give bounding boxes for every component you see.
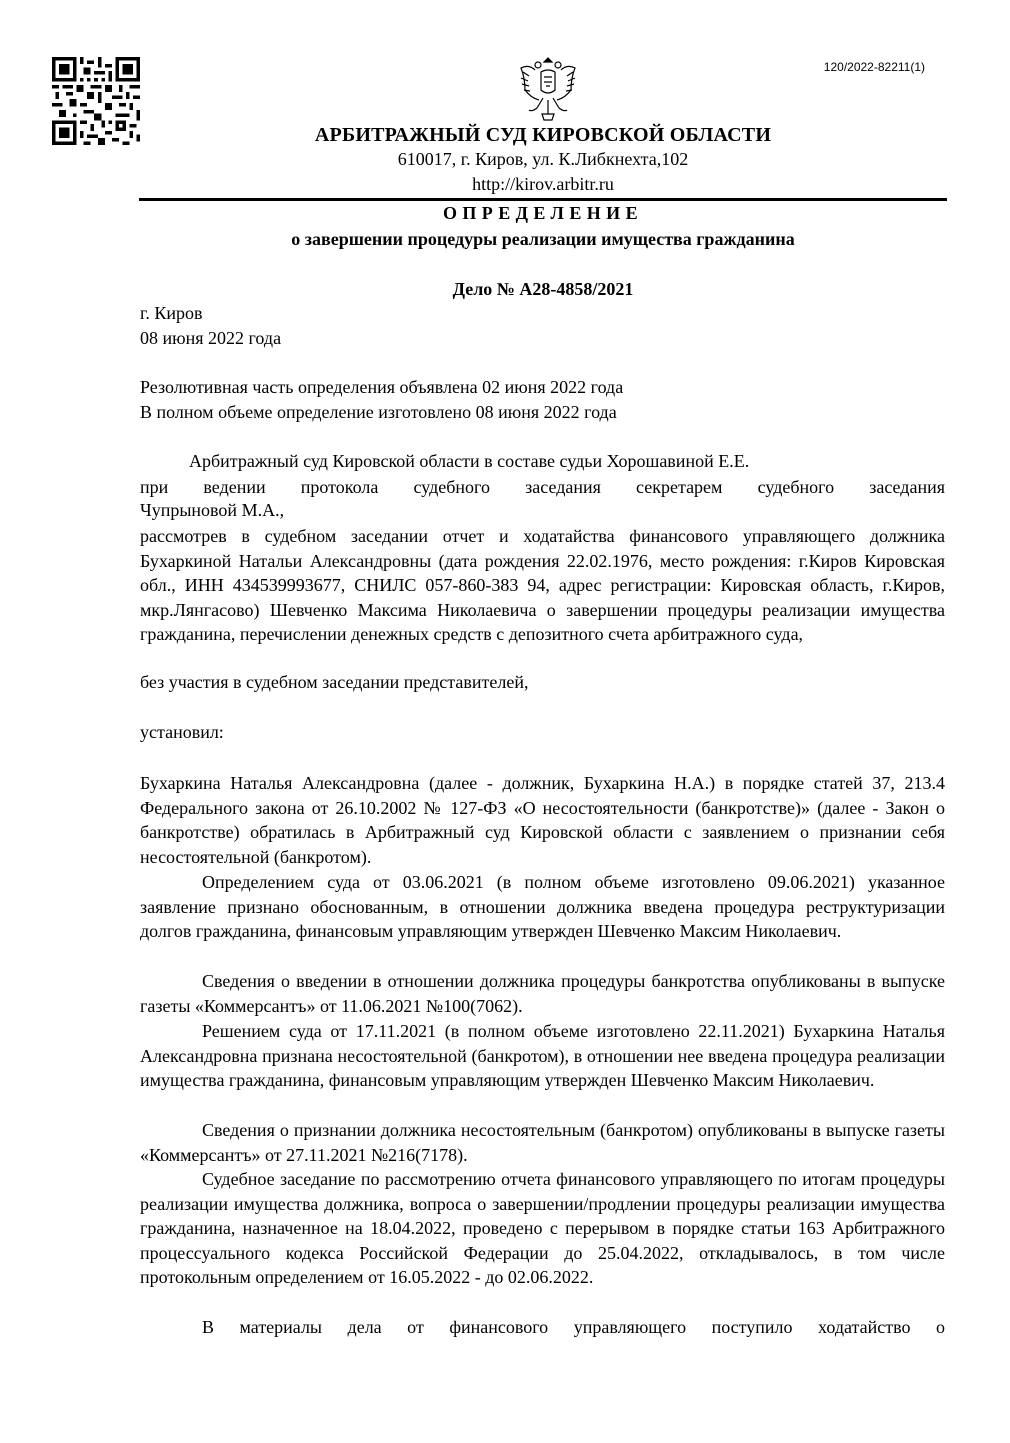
document-subtitle: о завершении процедуры реализации имущества гражданина [291,229,795,249]
paragraph-5: Сведения о признании должника несостоятельным (банкротом) опубликованы в выпуске газеты «Коммерсантъ» от 27.11.2021 №216(7178). [140,1120,945,1165]
paragraph-2: Определением суда от 03.06.2021 (в полном объеме изготовлено 09.06.2021) указанное заявление признано обоснованным, в отношении должника введена процедура реструктуризации долгов гражданина, финансовым управляющим утвержден Шевченко Максим Николаевич. [140,872,945,942]
intro-court-composition: Арбитражный суд Кировской области в составе судьи Хорошавиной Е.Е. [189,451,750,471]
intro-absence: без участия в судебном заседании представителей, [140,672,529,692]
case-number: Дело № А28-4858/2021 [452,279,634,299]
court-url: http://kirov.arbitr.ru [472,174,614,194]
city: г. Киров [140,303,203,323]
paragraph-3: Сведения о введении в отношении должника процедуры банкротства опубликованы в выпуске газеты «Коммерсантъ» от 11.06.2021 №100(7062). [140,971,945,1016]
coat-of-arms-icon [513,52,583,126]
resolution-announcement: Резолютивная часть определения объявлена 02 июня 2022 года [140,377,624,397]
court-name: АРБИТРАЖНЫЙ СУД КИРОВСКОЙ ОБЛАСТИ [314,124,772,146]
full-text-date: В полном объеме определение изготовлено 08 июня 2022 года [140,402,617,422]
intro-subject: рассмотрев в судебном заседании отчет и ходатайства финансового управляющего должника Бухаркиной Натальи Александровны (дата рождения 22.02.1976, место рождения: г.Киров Кировская обл., ИНН 434539993677, СНИЛС 057-860-383 94, адрес регистрации: Кировская область, г.Киров, мкр.Лянгасово) Шевченко Максима Николаевича о завершении процедуры реализации имущества гражданина, перечислении денежных средств с депозитного счета арбитражного суда, [140,526,945,645]
established-heading: установил: [140,722,224,742]
document-date: 08 июня 2022 года [140,328,282,348]
paragraph-6: Судебное заседание по рассмотрению отчета финансового управляющего по итогам процедуры реализации имущества должника, вопроса о завершении/продлении процедуры реализации имущества гражданина, назначенное на 18.04.2022, проведено с перерывом в порядке статьи 163 Арбитражного процессуального кодекса Российской Федерации до 25.04.2022, откладывалось, в том числе протокольным определением от 16.05.2022 - до 02.06.2022. [140,1169,945,1288]
header-divider [139,198,947,201]
document-id: 120/2022-82211(1) [823,60,925,74]
qr-code-icon [52,57,140,145]
intro-secretary: при ведении протокола судебного заседания секретарем судебного заседания [140,477,945,497]
court-address: 610017, г. Киров, ул. К.Либкнехта,102 [397,149,689,169]
paragraph-1: Бухаркина Наталья Александровна (далее - должник, Бухаркина Н.А.) в порядке статей 37, 213.4 Федерального закона от 26.10.2002 № 127-ФЗ «О несостоятельности (банкротстве)» (далее - Закон о банкротстве) обратилась в Арбитражный суд Кировской области с заявлением о признании себя несостоятельной (банкротом). [140,773,945,867]
intro-secretary-name: Чупрыновой М.А., [140,500,285,520]
document-title: ОПРЕДЕЛЕНИЕ [443,203,643,223]
paragraph-4: Решением суда от 17.11.2021 (в полном объеме изготовлено 22.11.2021) Бухаркина Наталья Александровна признана несостоятельной (банкротом), в отношении нее введена процедура реализации имущества гражданина, финансовым управляющим утвержден Шевченко Максим Николаевич. [140,1021,945,1091]
paragraph-7: В материалы дела от финансового управляющего поступило ходатайство о [202,1317,945,1337]
